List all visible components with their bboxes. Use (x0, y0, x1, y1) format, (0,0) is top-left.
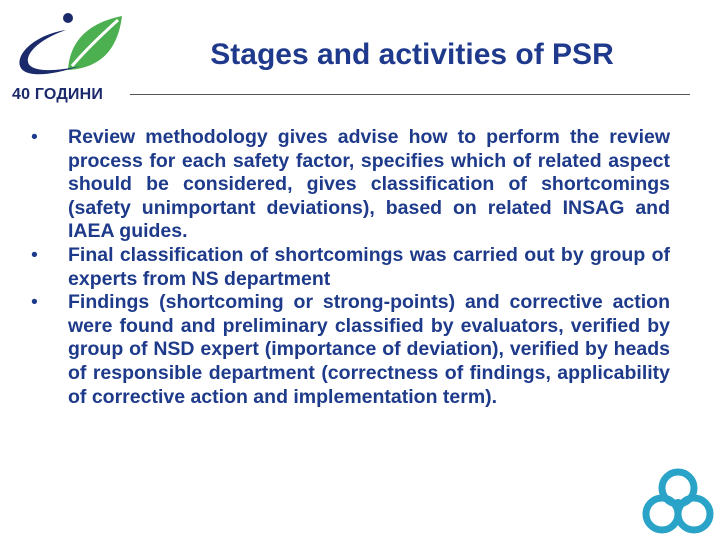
atom-rings-logo-icon (634, 462, 720, 540)
bullet-list (28, 126, 670, 409)
bullet-item: • Final classification of shortcomings was carried out by group of experts from NS department (28, 244, 670, 291)
logo-caption: 40 ГОДИНИ (12, 86, 104, 103)
company-logo-icon (10, 8, 130, 88)
bullet-item: • Findings (shortcoming or strong-points) and corrective action were found and preliminary classified by evaluators, verified by group of NSD expert (importance of deviation), verified by heads of responsible department (correctness of findings, applicability of corrective action and implementation term). (28, 291, 670, 409)
slide-body (28, 126, 670, 409)
bullet-item: • Review methodology gives advise how to perform the review process for each safety factor, specifies which of related aspect should be considered, gives classification of shortcomings (safety unimportant deviations), based on related INSAG and IAEA guides. (28, 126, 670, 244)
title-divider (130, 94, 690, 95)
slide-title: Stages and activities of PSR (210, 38, 614, 71)
